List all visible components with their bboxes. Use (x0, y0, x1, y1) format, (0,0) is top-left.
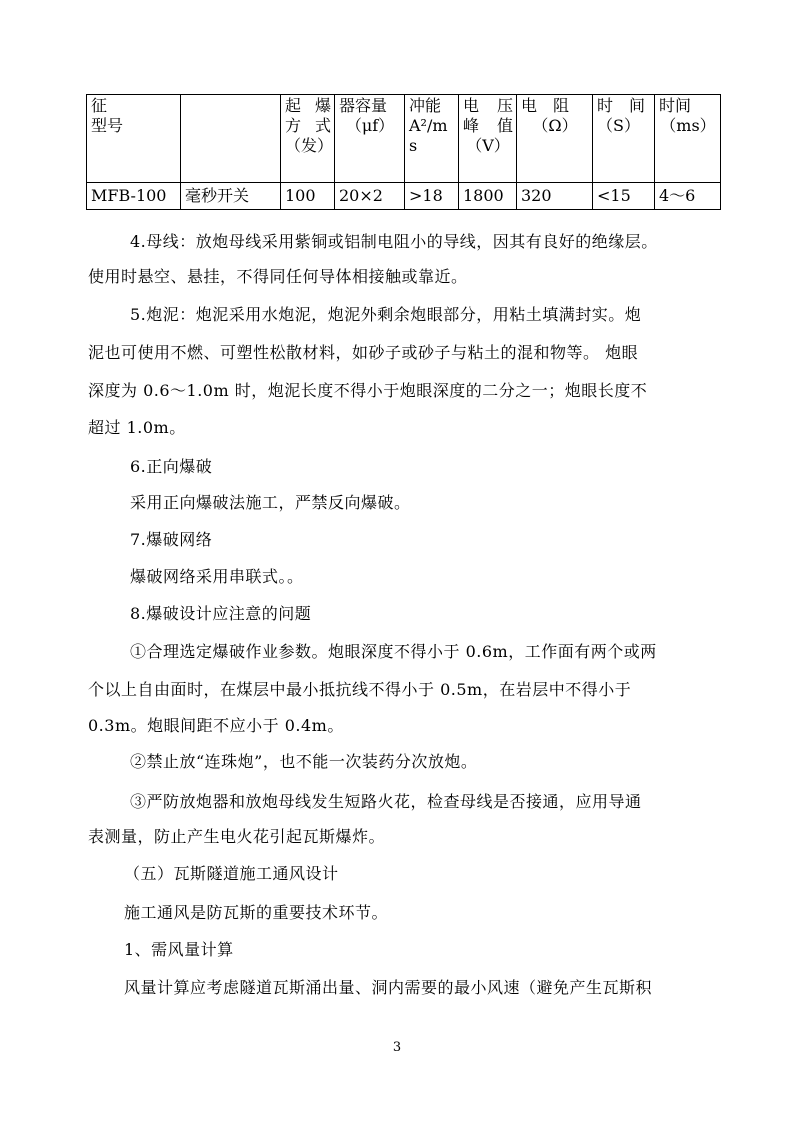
paragraph-line: 采用正向爆破法施工，严禁反向爆破。 (130, 493, 411, 512)
table-cell: <15 (593, 183, 655, 210)
header-text: 征 (91, 96, 108, 115)
header-text: s (409, 136, 418, 155)
table-header-row (87, 95, 721, 183)
section-heading: 7.爆破网络 (130, 530, 213, 549)
header-cell-peak-voltage (459, 95, 517, 183)
header-text: 时间 (659, 96, 692, 115)
header-text: （μf） (345, 116, 395, 135)
table-cell: 1800 (459, 183, 517, 210)
header-text: （发） (285, 136, 334, 155)
paragraph-line: ③严防放炮器和放炮母线发生短路火花，检查母线是否接通，应用导通 (130, 792, 642, 811)
header-text: 电 阻 (521, 96, 570, 115)
table-cell: 320 (517, 183, 593, 210)
table-cell: 20×2 (335, 183, 405, 210)
paragraph-line: ②禁止放“连珠炮”，也不能一次装药分次放炮。 (130, 752, 478, 771)
header-cell-impulse (405, 95, 459, 183)
table-cell: 毫秒开关 (181, 183, 281, 210)
page-number: 3 (392, 1040, 402, 1055)
header-text: （V） (466, 136, 510, 155)
header-cell-resistance (517, 95, 593, 183)
section-heading: （五）瓦斯隧道施工通风设计 (124, 864, 339, 883)
header-text: （S） (597, 116, 640, 135)
header-cell-capacitance (335, 95, 405, 183)
table-cell: MFB-100 (87, 183, 181, 210)
header-text: A²/m (409, 116, 448, 135)
header-cell-time-ms (655, 95, 721, 183)
paragraph-line: 5.炮泥：炮泥采用水炮泥，炮泥外剩余炮眼部分，用粘土填满封实。炮 (130, 305, 642, 324)
paragraph-line: 超过 1.0m。 (88, 418, 186, 437)
header-text: 冲能 (409, 96, 442, 115)
header-text: （ms） (660, 116, 716, 135)
section-heading: 1、需风量计算 (124, 940, 234, 959)
paragraph-line: 风量计算应考虑隧道瓦斯涌出量、洞内需要的最小风速（避免产生瓦斯积 (124, 978, 653, 997)
header-cell-model (87, 95, 181, 183)
header-cell-blank (181, 95, 281, 183)
paragraph-line: 个以上自由面时，在煤层中最小抵抗线不得小于 0.5m，在岩层中不得小于 (88, 680, 632, 699)
table-row (87, 183, 721, 210)
header-text: 型号 (91, 116, 124, 135)
header-cell-time-s (593, 95, 655, 183)
header-text: 时 间 (597, 96, 646, 115)
paragraph-line: 使用时悬空、悬挂，不得同任何导体相接触或靠近。 (88, 267, 468, 286)
section-heading: 8.爆破设计应注意的问题 (130, 604, 312, 623)
section-heading: 6.正向爆破 (130, 457, 213, 476)
header-text: 器容量 (339, 96, 388, 115)
header-text: 方式 (285, 116, 331, 135)
table-cell: 100 (281, 183, 335, 210)
paragraph-line: ①合理选定爆破作业参数。炮眼深度不得小于 0.6m，工作面有两个或两 (130, 642, 657, 661)
header-text: 电压 (463, 96, 513, 115)
paragraph-line: 0.3m。炮眼间距不应小于 0.4m。 (88, 716, 344, 735)
detonator-spec-table (86, 94, 721, 210)
header-cell-firing-mode (281, 95, 335, 183)
paragraph-line: 表测量，防止产生电火花引起瓦斯爆炸。 (88, 827, 386, 846)
table-cell: 4～6 (655, 183, 721, 210)
table-cell: >18 (405, 183, 459, 210)
paragraph-line: 泥也可使用不燃、可塑性松散材料，如砂子或砂子与粘土的混和物等。 炮眼 (88, 343, 639, 362)
header-text: 起爆 (285, 96, 331, 115)
header-text: （Ω） (532, 116, 578, 135)
header-text: 峰值 (463, 116, 513, 135)
paragraph-line: 施工通风是防瓦斯的重要技术环节。 (124, 903, 389, 922)
paragraph-line: 4.母线：放炮母线采用紫铜或铝制电阻小的导线，因其有良好的绝缘层。 (130, 232, 658, 251)
paragraph-line: 深度为 0.6～1.0m 时，炮泥长度不得小于炮眼深度的二分之一；炮眼长度不 (88, 381, 648, 400)
paragraph-line: 爆破网络采用串联式。。 (130, 567, 304, 586)
